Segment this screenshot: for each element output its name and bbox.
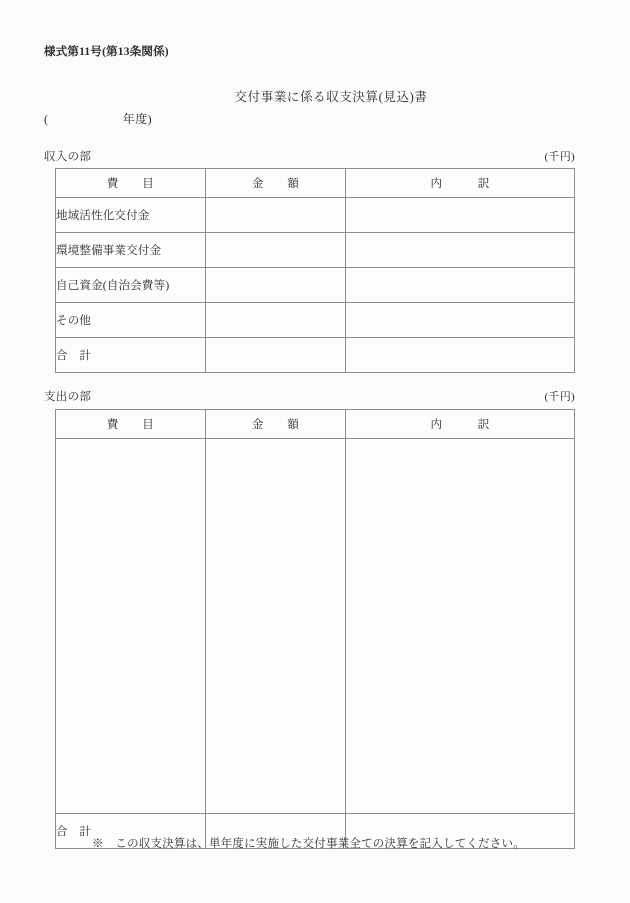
income-total-row [56,338,575,373]
expense-entry-area-row [56,439,575,814]
income-row-detail-1[interactable] [346,233,575,268]
income-table-header-row [56,169,575,198]
expense-total-label: 合 計 [56,814,206,849]
income-section-label: 収入の部 [44,151,92,163]
income-row-detail-0[interactable] [346,198,575,233]
table-row [56,198,575,233]
expense-section-label: 支出の部 [44,391,92,403]
income-col-detail: 内 訳 [346,169,575,198]
table-row [56,233,575,268]
expense-entry-item[interactable] [56,439,206,814]
income-row-amount-2[interactable] [206,268,346,303]
income-table [55,168,575,373]
income-total-amount[interactable] [206,338,346,373]
income-row-detail-2[interactable] [346,268,575,303]
income-total-detail[interactable] [346,338,575,373]
form-code: 様式第11号(第13条関係) [44,46,169,58]
expense-entry-detail[interactable] [346,439,575,814]
document-title: 交付事業に係る収支決算(見込)書 [234,90,428,104]
income-row-item-0: 地域活性化交付金 [56,198,206,233]
expense-table-header-row [56,410,575,439]
footnote: ※ この収支決算は、単年度に実施した交付事業全ての決算を記入してください。 [92,838,525,850]
income-col-amount: 金 額 [206,169,346,198]
income-total-label: 合 計 [56,338,206,373]
income-section-header [44,148,575,164]
expense-col-item: 費 目 [56,410,206,439]
table-row [56,303,575,338]
income-row-item-2: 自己資金(自治会費等) [56,268,206,303]
income-row-amount-3[interactable] [206,303,346,338]
expense-col-detail: 内 訳 [346,410,575,439]
income-unit-note: (千円) [544,151,575,163]
expense-unit-note: (千円) [544,391,575,403]
income-col-item: 費 目 [56,169,206,198]
expense-entry-amount[interactable] [206,439,346,814]
income-row-item-1: 環境整備事業交付金 [56,233,206,268]
fiscal-year-field[interactable]: ( 年度) [44,112,152,126]
table-row [56,268,575,303]
income-row-detail-3[interactable] [346,303,575,338]
income-row-amount-0[interactable] [206,198,346,233]
expense-col-amount: 金 額 [206,410,346,439]
income-row-amount-1[interactable] [206,233,346,268]
expense-section-header [44,388,575,404]
expense-table [55,409,575,849]
income-row-item-3: その他 [56,303,206,338]
